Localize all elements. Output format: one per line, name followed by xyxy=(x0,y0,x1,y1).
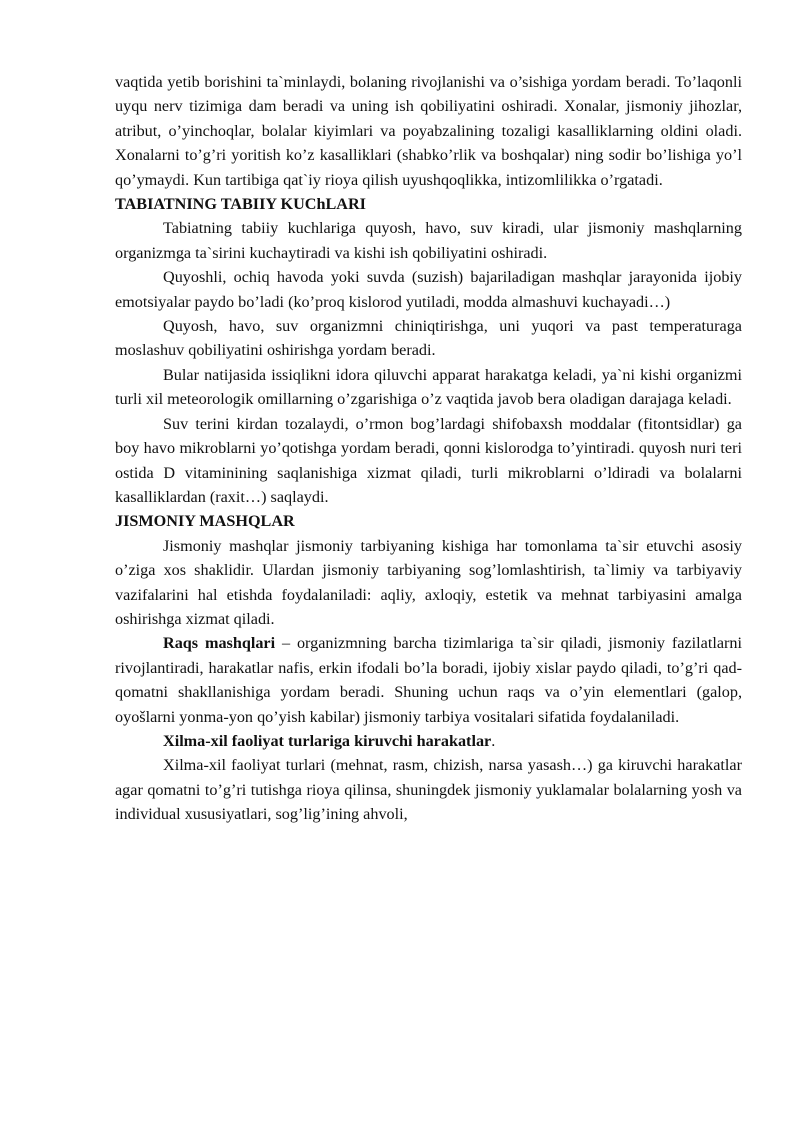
document-page xyxy=(115,70,742,827)
paragraph: Quyosh, havo, suv organizmni chiniqtirishga, uni yuqori va past temperaturaga moslashuv qobiliyatini oshirishga yordam beradi. xyxy=(115,317,742,360)
paragraph: Tabiatning tabiiy kuchlariga quyosh, havo, suv kiradi, ular jismoniy mashqlarning organizmga ta`sirini kuchaytiradi va kishi ish qobiliyatini oshiradi. xyxy=(115,219,742,262)
section-heading-natural-forces: TABIATNING TABIIY KUChLARI xyxy=(115,195,366,214)
paragraph-dance-exercises xyxy=(115,631,742,729)
subheading-activity-movements xyxy=(115,729,742,753)
paragraph-text: – organizmning barcha tizimlariga ta`sir qiladi, jismoniy fazilatlarni rivojlantiradi, harakatlar nafis, erkin ifodali bo’la boradi, ijobiy xislar paydo qiladi, to’g’ri qad-qomatni shakllanishiga yordam beradi. Shuning uchun raqs va o’yin elementlari (galop, oyošlarni yonma-yon qo’yish kabilar) jismoniy tarbiya vositalari sifatida foydalaniladi. xyxy=(115,634,742,726)
paragraph: Jismoniy mashqlar jismoniy tarbiyaning kishiga har tomonlama ta`sir etuvchi asosiy o’ziga xos shaklidir. Ulardan jismoniy tarbiyaning sog’lomlashtirish, ta`limiy va tarbiyaviy vazifalarini hal etishda foydalaniladi: aqliy, axloqiy, estetik va mehnat tarbiyasini amalga oshirishga xizmat qiladi. xyxy=(115,536,742,628)
paragraph: Bular natijasida issiqlikni idora qiluvchi apparat harakatga keladi, ya`ni kishi organizmi turli xil meteorologik omillarning o’zgarishiga o’z vaqtida javob bera oladigan darajaga keladi. xyxy=(115,365,742,409)
paragraph: Suv terini kirdan tozalaydi, o’rmon bog’lardagi shifobaxsh moddalar (fitontsidlar) ga boy havo mikroblarni yo’qotishga yordam beradi, qonni kislorodga to’yintiradi. quyosh nuri teri ostida D vitaminining saqlanishiga xizmat qiladi, turli mikroblarni o’ldiradi va bolalarni kasalliklardan (raxit…) saqlaydi. xyxy=(115,414,742,506)
subheading-tail: . xyxy=(491,731,496,750)
paragraph: Xilma-xil faoliyat turlari (mehnat, rasm, chizish, narsa yasash…) ga kiruvchi harakatlar agar qomatni to’g’ri tutishga rioya qilinsa, shuningdek jismoniy yuklamalar bolalarning yosh va individual xususiyatlari, sog’lig’ining ahvoli, xyxy=(115,756,742,824)
paragraph: Quyoshli, ochiq havoda yoki suvda (suzish) bajariladigan mashqlar jarayonida ijobiy emotsiyalar paydo bo’ladi (ko’proq kislorod yutiladi, modda almashuvi kuchayadi…) xyxy=(115,268,742,311)
section-heading-physical-exercises: JISMONIY MASHQLAR xyxy=(115,512,295,531)
bold-term: Raqs mashqlari xyxy=(163,634,276,653)
subheading-text: Xilma-xil faoliyat turlariga kiruvchi harakatlar xyxy=(163,731,492,750)
intro-paragraph: vaqtida yetib borishini ta`minlaydi, bolaning rivojlanishi va o’sishiga yordam beradi. To’laqonli uyqu nerv tizimiga dam beradi va uning ish qobiliyatini oshiradi. Xonalar, jismoniy jihozlar, atribut, o’yinchoqlar, bolalar kiyimlari va poyabzalining tozaligi kasalliklarning oldini oladi. Xonalarni to’g’ri yoritish ko’z kasalliklari (shabko’rlik va boshqalar) ning sodir bo’lishiga yo’l qo’ymaydi. Kun tartibiga qat`iy rioya qilish uyushqoqlikka, intizomlilikka o’rgatadi. xyxy=(115,73,742,189)
